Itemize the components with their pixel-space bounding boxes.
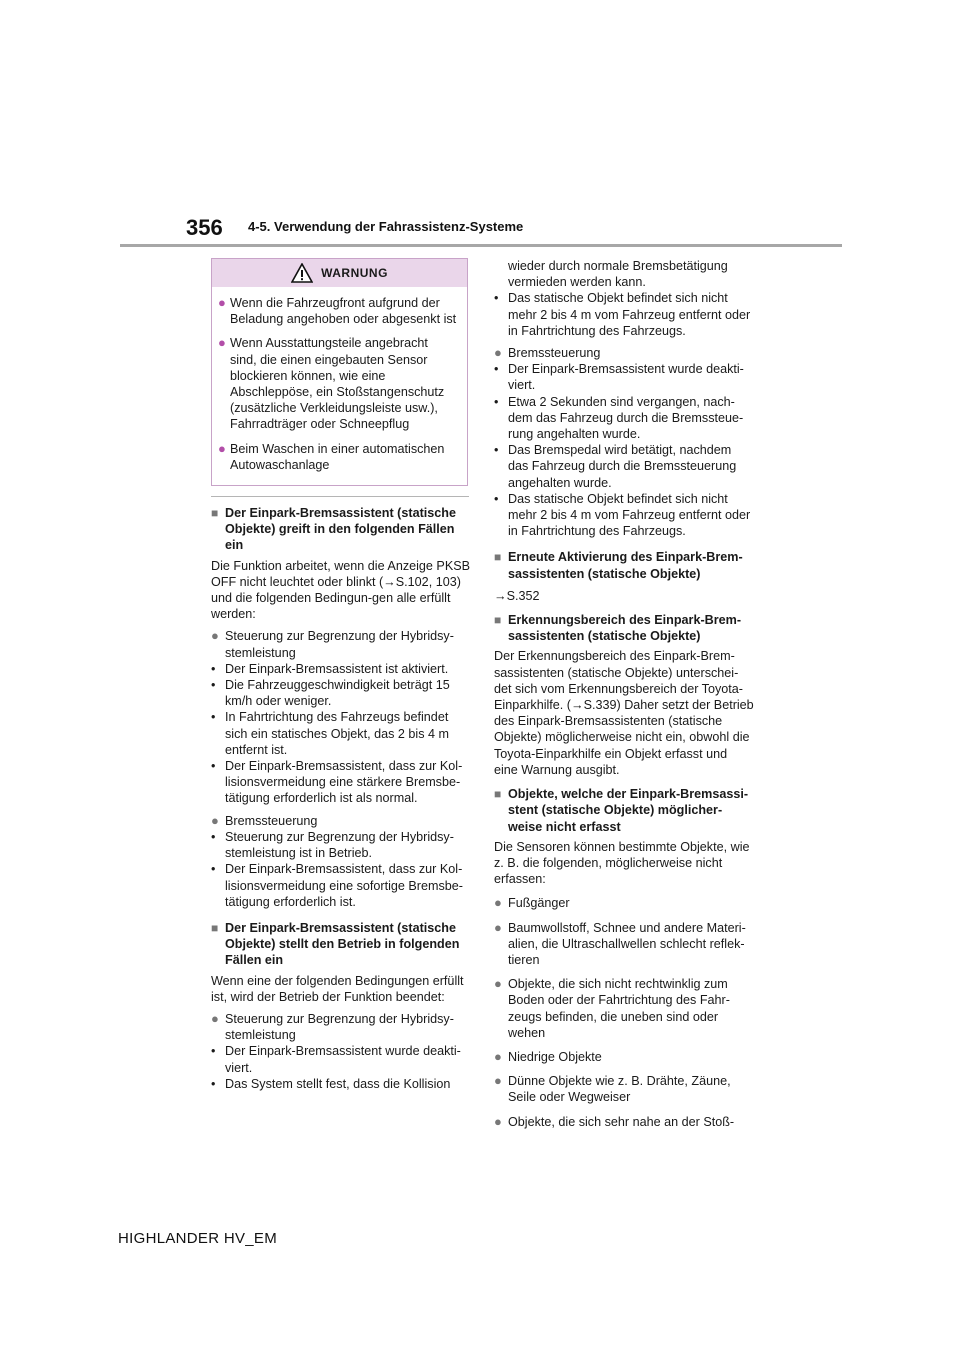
page-number: 356 <box>186 215 223 240</box>
circle-bullet-icon: ● <box>494 345 502 361</box>
sub-item: • Der Einpark-Bremsassistent ist aktiviert. <box>211 661 449 676</box>
square-bullet-icon: ■ <box>494 613 502 628</box>
warning-box <box>211 258 468 486</box>
warning-item: ● Wenn die Fahrzeugfront aufgrund der Beladung angehoben oder abgesenkt ist <box>218 295 457 327</box>
square-bullet-icon: ■ <box>494 550 502 565</box>
subsection-heading: ■ Erkennungsbereich des Einpark-Brem-sassistenten (statische Objekte) <box>494 613 742 644</box>
circle-bullet-icon: ● <box>218 335 226 351</box>
sub-item: • Der Einpark-Bremsassistent, dass zur Kol-lisionsvermeidung eine stärkere Bremsbe-tätigung erforderlich ist als normal. <box>211 759 463 806</box>
left-column <box>211 258 471 1092</box>
page-reference-link[interactable]: →S.352 <box>494 588 540 603</box>
sub-item: • Das statische Objekt befindet sich nicht mehr 2 bis 4 m vom Fahrzeug entfernt oder in Fahrtrichtung des Fahrzeugs. <box>494 491 751 539</box>
warning-body <box>212 287 467 485</box>
circle-bullet-icon: ● <box>211 812 219 828</box>
list-item: ● Bremssteuerung <box>494 345 601 361</box>
subsection-heading: ■ Der Einpark-Bremsassistent (statische Objekte) greift in den folgenden Fällen ein <box>211 506 456 553</box>
sub-item: • In Fahrtrichtung des Fahrzeugs befindet sich ein statisches Objekt, das 2 bis 4 m entfernt ist. <box>211 710 449 757</box>
circle-bullet-icon: ● <box>494 976 502 992</box>
sub-item: • Der Einpark-Bremsassistent wurde deakti-viert. <box>211 1044 461 1075</box>
sub-item: • Etwa 2 Sekunden sind vergangen, nach-dem das Fahrzeug durch die Bremssteue-rung angehalten wurde. <box>494 394 744 442</box>
circle-bullet-icon: ● <box>211 628 219 644</box>
subsection-heading: ■ Der Einpark-Bremsassistent (statische Objekte) stellt den Betrieb in folgenden Fällen ein <box>211 920 460 968</box>
footer-model: HIGHLANDER HV_EM <box>118 1230 277 1247</box>
list-item: ● Dünne Objekte wie z. B. Drähte, Zäune, Seile oder Wegweiser <box>494 1073 731 1105</box>
list-item: ● Baumwollstoff, Schnee und andere Materi-alien, die Ultraschallwellen schlecht reflek-tieren <box>494 919 746 967</box>
section-title: 4-5. Verwendung der Fahrassistenz-Systeme <box>248 219 524 234</box>
list-item: ● Steuerung zur Begrenzung der Hybridsy-stemleistung <box>211 628 454 660</box>
sub-item: • Der Einpark-Bremsassistent, dass zur Kol-lisionsvermeidung eine sofortige Bremsbe-tätigung erforderlich ist. <box>211 862 463 909</box>
list-item: ● Objekte, die sich nicht rechtwinklig zum Boden oder der Fahrtrichtung des Fahr-zeugs befinden, die uneben sind oder wehen <box>494 976 730 1040</box>
circle-bullet-icon: ● <box>494 1048 502 1064</box>
right-column <box>494 258 754 1130</box>
continued-text: wieder durch normale Bremsbetätigung vermieden werden kann. <box>508 259 728 290</box>
square-bullet-icon: ■ <box>494 787 502 802</box>
square-bullet-icon: ■ <box>211 506 219 521</box>
subsection-heading: ■ Objekte, welche der Einpark-Bremsassi-stent (statische Objekte) möglicher-weise nicht erfasst <box>494 787 749 834</box>
separator-rule <box>211 496 469 497</box>
circle-bullet-icon: ● <box>218 295 226 310</box>
circle-bullet-icon: ● <box>218 440 226 456</box>
circle-bullet-icon: ● <box>494 919 502 935</box>
circle-bullet-icon: ● <box>211 1010 219 1026</box>
list-item: ● Fußgänger <box>494 895 570 911</box>
list-item: ● Objekte, die sich sehr nahe an der Stoß- <box>494 1113 735 1129</box>
sub-item: • Das statische Objekt befindet sich nicht mehr 2 bis 4 m vom Fahrzeug entfernt oder in Fahrtrichtung des Fahrzeugs. <box>494 291 751 338</box>
square-bullet-icon: ■ <box>211 920 219 935</box>
warning-item: ● Beim Waschen in einer automatischen Autowaschanlage <box>218 440 445 472</box>
sub-item: • Der Einpark-Bremsassistent wurde deakti-viert. <box>494 362 744 393</box>
sub-item: • Steuerung zur Begrenzung der Hybridsy-stemleistung ist in Betrieb. <box>211 829 454 861</box>
circle-bullet-icon: ● <box>494 895 502 911</box>
sub-item: • Das System stellt fest, dass die Kollision <box>211 1076 451 1091</box>
warning-item: ● Wenn Ausstattungsteile angebracht sind, die einen eingebauten Sensor blockieren können, wie eine Abschleppöse, ein Stoßstangenschutz (zusätzliche Verkleidungsleiste usw.), Fahrradträger oder Schneepflug <box>218 335 445 432</box>
subsection-heading: ■ Erneute Aktivierung des Einpark-Brem-sassistenten (statische Objekte) <box>494 550 743 581</box>
warning-title: WARNUNG <box>321 265 388 280</box>
list-item: ● Bremssteuerung <box>211 812 318 828</box>
paragraph: Die Sensoren können bestimmte Objekte, wie z. B. die folgenden, möglicherweise nicht erfassen: <box>494 839 750 887</box>
paragraph: Der Erkennungsbereich des Einpark-Brem-sassistenten (statische Objekte) unterschei-det sich vom Erkennungsbereich der Toyota-Einparkhilfe. (→S.339) Daher setzt der Betrieb des Einpark-Bremsassistenten (statische Objekte) möglicherweise nicht ein, obwohl die Toyota-Einparkhilfe ein Objekt erfasst und eine Warnung ausgibt. <box>494 649 754 777</box>
circle-bullet-icon: ● <box>494 1113 502 1129</box>
warning-triangle-icon <box>291 263 313 283</box>
paragraph: Die Funktion arbeitet, wenn die Anzeige PKSB OFF nicht leuchtet oder blinkt (→S.102, 103) und die folgenden Bedingun-gen alle erfüllt werden: <box>211 558 471 622</box>
header-rule <box>120 244 842 247</box>
list-item: ● Niedrige Objekte <box>494 1048 602 1064</box>
circle-bullet-icon: ● <box>494 1073 502 1089</box>
warning-header <box>212 259 467 287</box>
sub-item: • Die Fahrzeuggeschwindigkeit beträgt 15 km/h oder weniger. <box>211 678 450 709</box>
paragraph: Wenn eine der folgenden Bedingungen erfüllt ist, wird der Betrieb der Funktion beendet: <box>211 973 464 1004</box>
sub-item: • Das Bremspedal wird betätigt, nachdem das Fahrzeug durch die Bremssteuerung angehalten wurde. <box>494 443 737 490</box>
list-item: ● Steuerung zur Begrenzung der Hybridsy-stemleistung <box>211 1010 454 1043</box>
